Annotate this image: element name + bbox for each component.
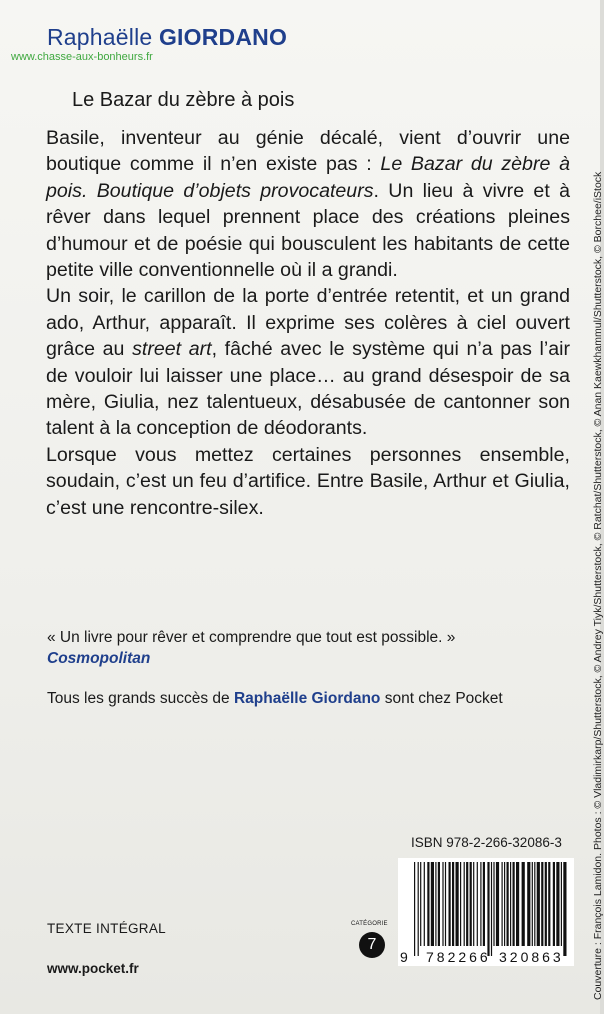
barcode-bar — [487, 862, 489, 956]
barcode — [398, 858, 574, 966]
barcode-bar — [456, 862, 459, 946]
publisher-url: www.pocket.fr — [47, 961, 139, 976]
barcode-bar — [504, 862, 505, 946]
synopsis — [46, 125, 570, 521]
quote-source: Cosmopolitan — [47, 650, 151, 667]
synopsis-paragraph — [46, 283, 570, 441]
watermark-url: www.chasse-aux-bonheurs.fr — [11, 51, 153, 63]
barcode-bar — [464, 862, 465, 946]
pocket-tagline — [47, 690, 503, 708]
barcode-bar — [480, 862, 481, 946]
synopsis-text: , fâché avec le système qui n’a pas l’air de vouloir lui laisser une place… au grand désespoir de sa mère, Giulia, nez talentueux, désabusée de cantonner son talent à la conception de déodorants. — [46, 338, 570, 440]
author-name — [47, 24, 287, 51]
author-first-name: Raphaëlle — [47, 24, 159, 50]
barcode-bar — [438, 862, 440, 946]
barcode-bar — [491, 862, 492, 956]
barcode-bar — [532, 862, 533, 946]
barcode-bar — [466, 862, 468, 946]
barcode-bar — [496, 862, 499, 946]
press-quote — [47, 627, 587, 669]
barcode-bar — [477, 862, 478, 946]
barcode-bar — [414, 862, 415, 956]
barcode-bar — [510, 862, 511, 946]
barcode-first-digit: 9 — [400, 949, 408, 965]
barcode-bar — [470, 862, 472, 946]
barcode-bar — [513, 862, 515, 946]
barcode-bar — [527, 862, 530, 946]
barcode-bar — [537, 862, 540, 946]
barcode-bar — [418, 862, 419, 956]
synopsis-text: . Un lieu à vivre et à rêver dans lequel prennent place des créations pleines d’humour et de poésie qui bousculent les habitants de cette petite ville conventionnelle où il a grandi. — [46, 179, 570, 282]
barcode-bar — [424, 862, 425, 946]
barcode-right-digits: 320863 — [499, 949, 564, 965]
tagline-author: Raphaëlle Giordano — [233, 690, 381, 707]
barcode-bar — [522, 862, 525, 946]
tagline-text: sont chez Pocket — [380, 690, 503, 707]
barcode-bar — [516, 862, 519, 946]
synopsis-paragraph: Lorsque vous mettez certaines personnes ensemble, soudain, c’est un feu d’artifice. Entre Basile, Arthur et Giulia, c’est une rencontre-silex. — [46, 443, 570, 519]
barcode-bar — [435, 862, 436, 946]
texte-integral-label: TEXTE INTÉGRAL — [47, 921, 166, 936]
synopsis-italic-text: street art — [132, 338, 212, 361]
barcode-bar — [442, 862, 443, 946]
barcode-bar — [452, 862, 454, 946]
barcode-bar — [420, 862, 421, 946]
barcode-bar — [534, 862, 535, 946]
barcode-left-digits: 782266 — [426, 949, 491, 965]
cover-credits: Couverture : François Lamidon. Photos : © Vladimirkarp/Shutterstock, © Andrey Tiyk/Shutterstock, © Ratchat/Shutterstock, © Anan Kaewkhammul/Shutterstock, © Borchee/iStock — [592, 171, 604, 1000]
quote-text: « Un livre pour rêver et comprendre que tout est possible. » — [47, 629, 456, 646]
barcode-bar — [507, 862, 509, 946]
book-title: Le Bazar du zèbre à pois — [72, 89, 295, 111]
barcode-bar — [541, 862, 543, 946]
barcode-bar — [460, 862, 461, 946]
synopsis-paragraph — [46, 125, 570, 283]
isbn-number: ISBN 978-2-266-32086-3 — [411, 835, 562, 850]
category-label: CATÉGORIE — [351, 921, 388, 927]
barcode-bar — [545, 862, 547, 946]
author-last-name: GIORDANO — [158, 24, 288, 50]
barcode-bar — [561, 862, 562, 946]
barcode-bar — [563, 862, 566, 956]
barcode-bar — [449, 862, 451, 946]
synopsis-text: Basile, inventeur au génie décalé, vient d’ouvrir une boutique comme il n’en existe pas : — [46, 127, 570, 176]
category-badge: 7 — [359, 932, 385, 958]
synopsis-italic-text: Le Bazar du zèbre à pois. Boutique d’objets provocateurs — [46, 153, 570, 202]
barcode-bar — [548, 862, 550, 946]
barcode-bar — [473, 862, 474, 946]
barcode-bar — [553, 862, 555, 946]
barcode-bar — [427, 862, 429, 946]
barcode-bar — [493, 862, 494, 946]
barcode-bar — [502, 862, 503, 946]
barcode-bar — [445, 862, 446, 946]
tagline-text: Tous les grands succès de — [47, 690, 234, 707]
barcode-bar — [431, 862, 434, 946]
barcode-bar — [483, 862, 485, 946]
barcode-bar — [556, 862, 559, 946]
synopsis-text: Un soir, le carillon de la porte d’entrée retentit, et un grand ado, Arthur, apparaît. Il exprime ses colères à ciel ouvert grâce au — [46, 285, 570, 361]
